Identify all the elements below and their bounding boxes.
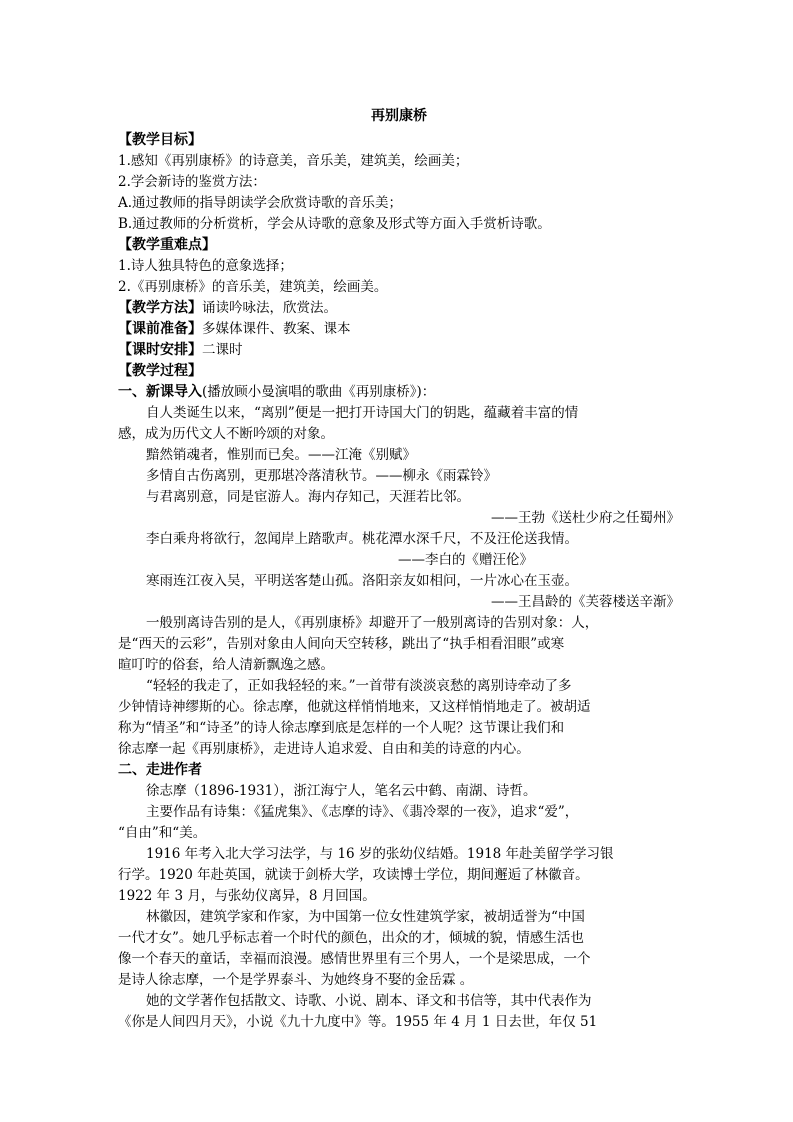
para-3-line-4: 徐志摩一起《再别康桥》，走进诗人追求爱、自由和美的诗意的内心。 bbox=[118, 741, 530, 757]
process-heading bbox=[118, 361, 680, 382]
lin-para-line-4: 是诗人徐志摩，一个是学界泰斗、为她终身不娶的金岳霖 。 bbox=[118, 972, 474, 988]
para-3-line-3: 称为“情圣”和“诗圣”的诗人徐志摩到底是怎样的一个人呢？这节课让我们和 bbox=[118, 720, 565, 736]
goal-line-2a: A.通过教师的指导朗读学会欣赏诗歌的音乐美； bbox=[118, 195, 403, 211]
time-text: 二课时 bbox=[202, 342, 243, 358]
section-2-heading bbox=[118, 760, 680, 781]
para-3-line-2: 少钟情诗神缪斯的心。徐志摩，他就这样悄悄地来，又这样悄悄地走了。被胡适 bbox=[118, 699, 591, 715]
quote-5-source: ——王昌龄的《芙蓉楼送辛渐》 bbox=[491, 594, 680, 610]
author-works-line-2: “自由”和“美。 bbox=[118, 825, 207, 841]
author-bio-line-3: 1922 年 3 月，与张幼仪离异，8 月回国。 bbox=[118, 888, 376, 904]
lin-para-line-2: 一代才女”。她几乎标志着一个时代的颜色，出众的才，倾城的貌，情感生活也 bbox=[118, 930, 584, 946]
quote-3: 与君离别意，同是宦游人。海内存知己，天涯若比邻。 bbox=[146, 489, 470, 505]
prep-heading: 【课前准备】 bbox=[118, 321, 202, 337]
key-heading-label: 【教学重难点】 bbox=[118, 237, 216, 253]
process-heading-label: 【教学过程】 bbox=[118, 363, 202, 379]
goal-line-1: 1.感知《再别康桥》的诗意美，音乐美，建筑美，绘画美； bbox=[118, 153, 469, 169]
intro-para-line-1: 自人类诞生以来，“离别”便是一把打开诗国大门的钥匙，蕴藏着丰富的情 bbox=[146, 405, 579, 421]
goal-line-2: 2.学会新诗的鉴赏方法： bbox=[118, 174, 266, 190]
prep-text: 多媒体课件、教案、课本 bbox=[202, 321, 351, 337]
method-text: 诵读吟咏法，欣赏法。 bbox=[202, 300, 337, 316]
section-1-line bbox=[118, 382, 680, 403]
quote-2: 多情自古伤离别，更那堪冷落清秋节。——柳永《雨霖铃》 bbox=[146, 468, 497, 484]
quote-1: 黯然销魂者，惟别而已矣。——江淹《别赋》 bbox=[146, 447, 416, 463]
quote-4-source: ——李白的《赠汪伦》 bbox=[398, 552, 533, 568]
author-line-1: 徐志摩（1896-1931），浙江海宁人，笔名云中鹤、南湖、诗哲。 bbox=[146, 783, 537, 799]
para-2-line-2: 是“西天的云彩”，告别对象由人间向天空转移，跳出了“执手相看泪眼”或寒 bbox=[118, 636, 565, 652]
time-heading: 【课时安排】 bbox=[118, 342, 202, 358]
author-works-line-1: 主要作品有诗集：《猛虎集》、《志摩的诗》、《翡冷翠的一夜》，追求“爱”， bbox=[146, 804, 579, 820]
goal-heading bbox=[118, 130, 680, 151]
goal-line-2b: B.通过教师的分析赏析，学会从诗歌的意象及形式等方面入手赏析诗歌。 bbox=[118, 216, 551, 232]
section-1-heading: 一、新课导入 bbox=[118, 384, 202, 400]
prep-line bbox=[118, 319, 680, 340]
quote-4: 李白乘舟将欲行，忽闻岸上踏歌声。桃花潭水深千尺，不及汪伦送我情。 bbox=[146, 531, 578, 547]
intro-para-line-2: 感，成为历代文人不断吟颂的对象。 bbox=[118, 426, 334, 442]
author-bio-line-1: 1916 年考入北大学习法学，与 16 岁的张幼仪结婚。1918 年赴美留学学习银 bbox=[146, 846, 614, 862]
goal-heading-label: 【教学目标】 bbox=[118, 132, 202, 148]
key-line-1: 1.诗人独具特色的意象选择； bbox=[118, 258, 293, 274]
para-2-line-1: 一般别离诗告别的是人，《再别康桥》却避开了一般别离诗的告别对象：人， bbox=[146, 615, 599, 631]
section-2-heading-label: 二、走进作者 bbox=[118, 762, 202, 778]
quote-5: 寒雨连江夜入吴，平明送客楚山孤。洛阳亲友如相问，一片冰心在玉壶。 bbox=[146, 573, 578, 589]
lin-works-line-1: 她的文学著作包括散文、诗歌、小说、剧本、译文和书信等，其中代表作为 bbox=[146, 993, 592, 1009]
quote-3-source: ——王勃《送杜少府之任蜀州》 bbox=[491, 510, 680, 526]
para-3-line-1: “轻轻的我走了，正如我轻轻的来。”一首带有淡淡哀愁的离别诗牵动了多 bbox=[146, 678, 572, 694]
document-page bbox=[118, 106, 680, 1033]
method-line bbox=[118, 298, 680, 319]
section-1-note: (播放顾小曼演唱的歌曲《再别康桥》)： bbox=[202, 384, 436, 400]
key-line-2: 2.《再别康桥》的音乐美，建筑美，绘画美。 bbox=[118, 279, 388, 295]
method-heading: 【教学方法】 bbox=[118, 300, 202, 316]
lin-works-line-2: 《你是人间四月天》，小说《九十九度中》等。1955 年 4 月 1 日去世，年仅 51 bbox=[118, 1014, 598, 1030]
page-title: 再别康桥 bbox=[371, 108, 427, 124]
key-heading bbox=[118, 235, 680, 256]
lin-para-line-3: 像一个春天的童话，幸福而浪漫。感情世界里有三个男人，一个是梁思成，一个 bbox=[118, 951, 591, 967]
author-bio-line-2: 行学。1920 年赴英国，就读于剑桥大学，攻读博士学位，期间邂逅了林徽音。 bbox=[118, 867, 589, 883]
para-2-line-3: 暄叮咛的俗套，给人清新飘逸之感。 bbox=[118, 657, 334, 673]
lin-para-line-1: 林徽因，建筑学家和作家，为中国第一位女性建筑学家，被胡适誉为“中国 bbox=[146, 909, 585, 925]
time-line bbox=[118, 340, 680, 361]
